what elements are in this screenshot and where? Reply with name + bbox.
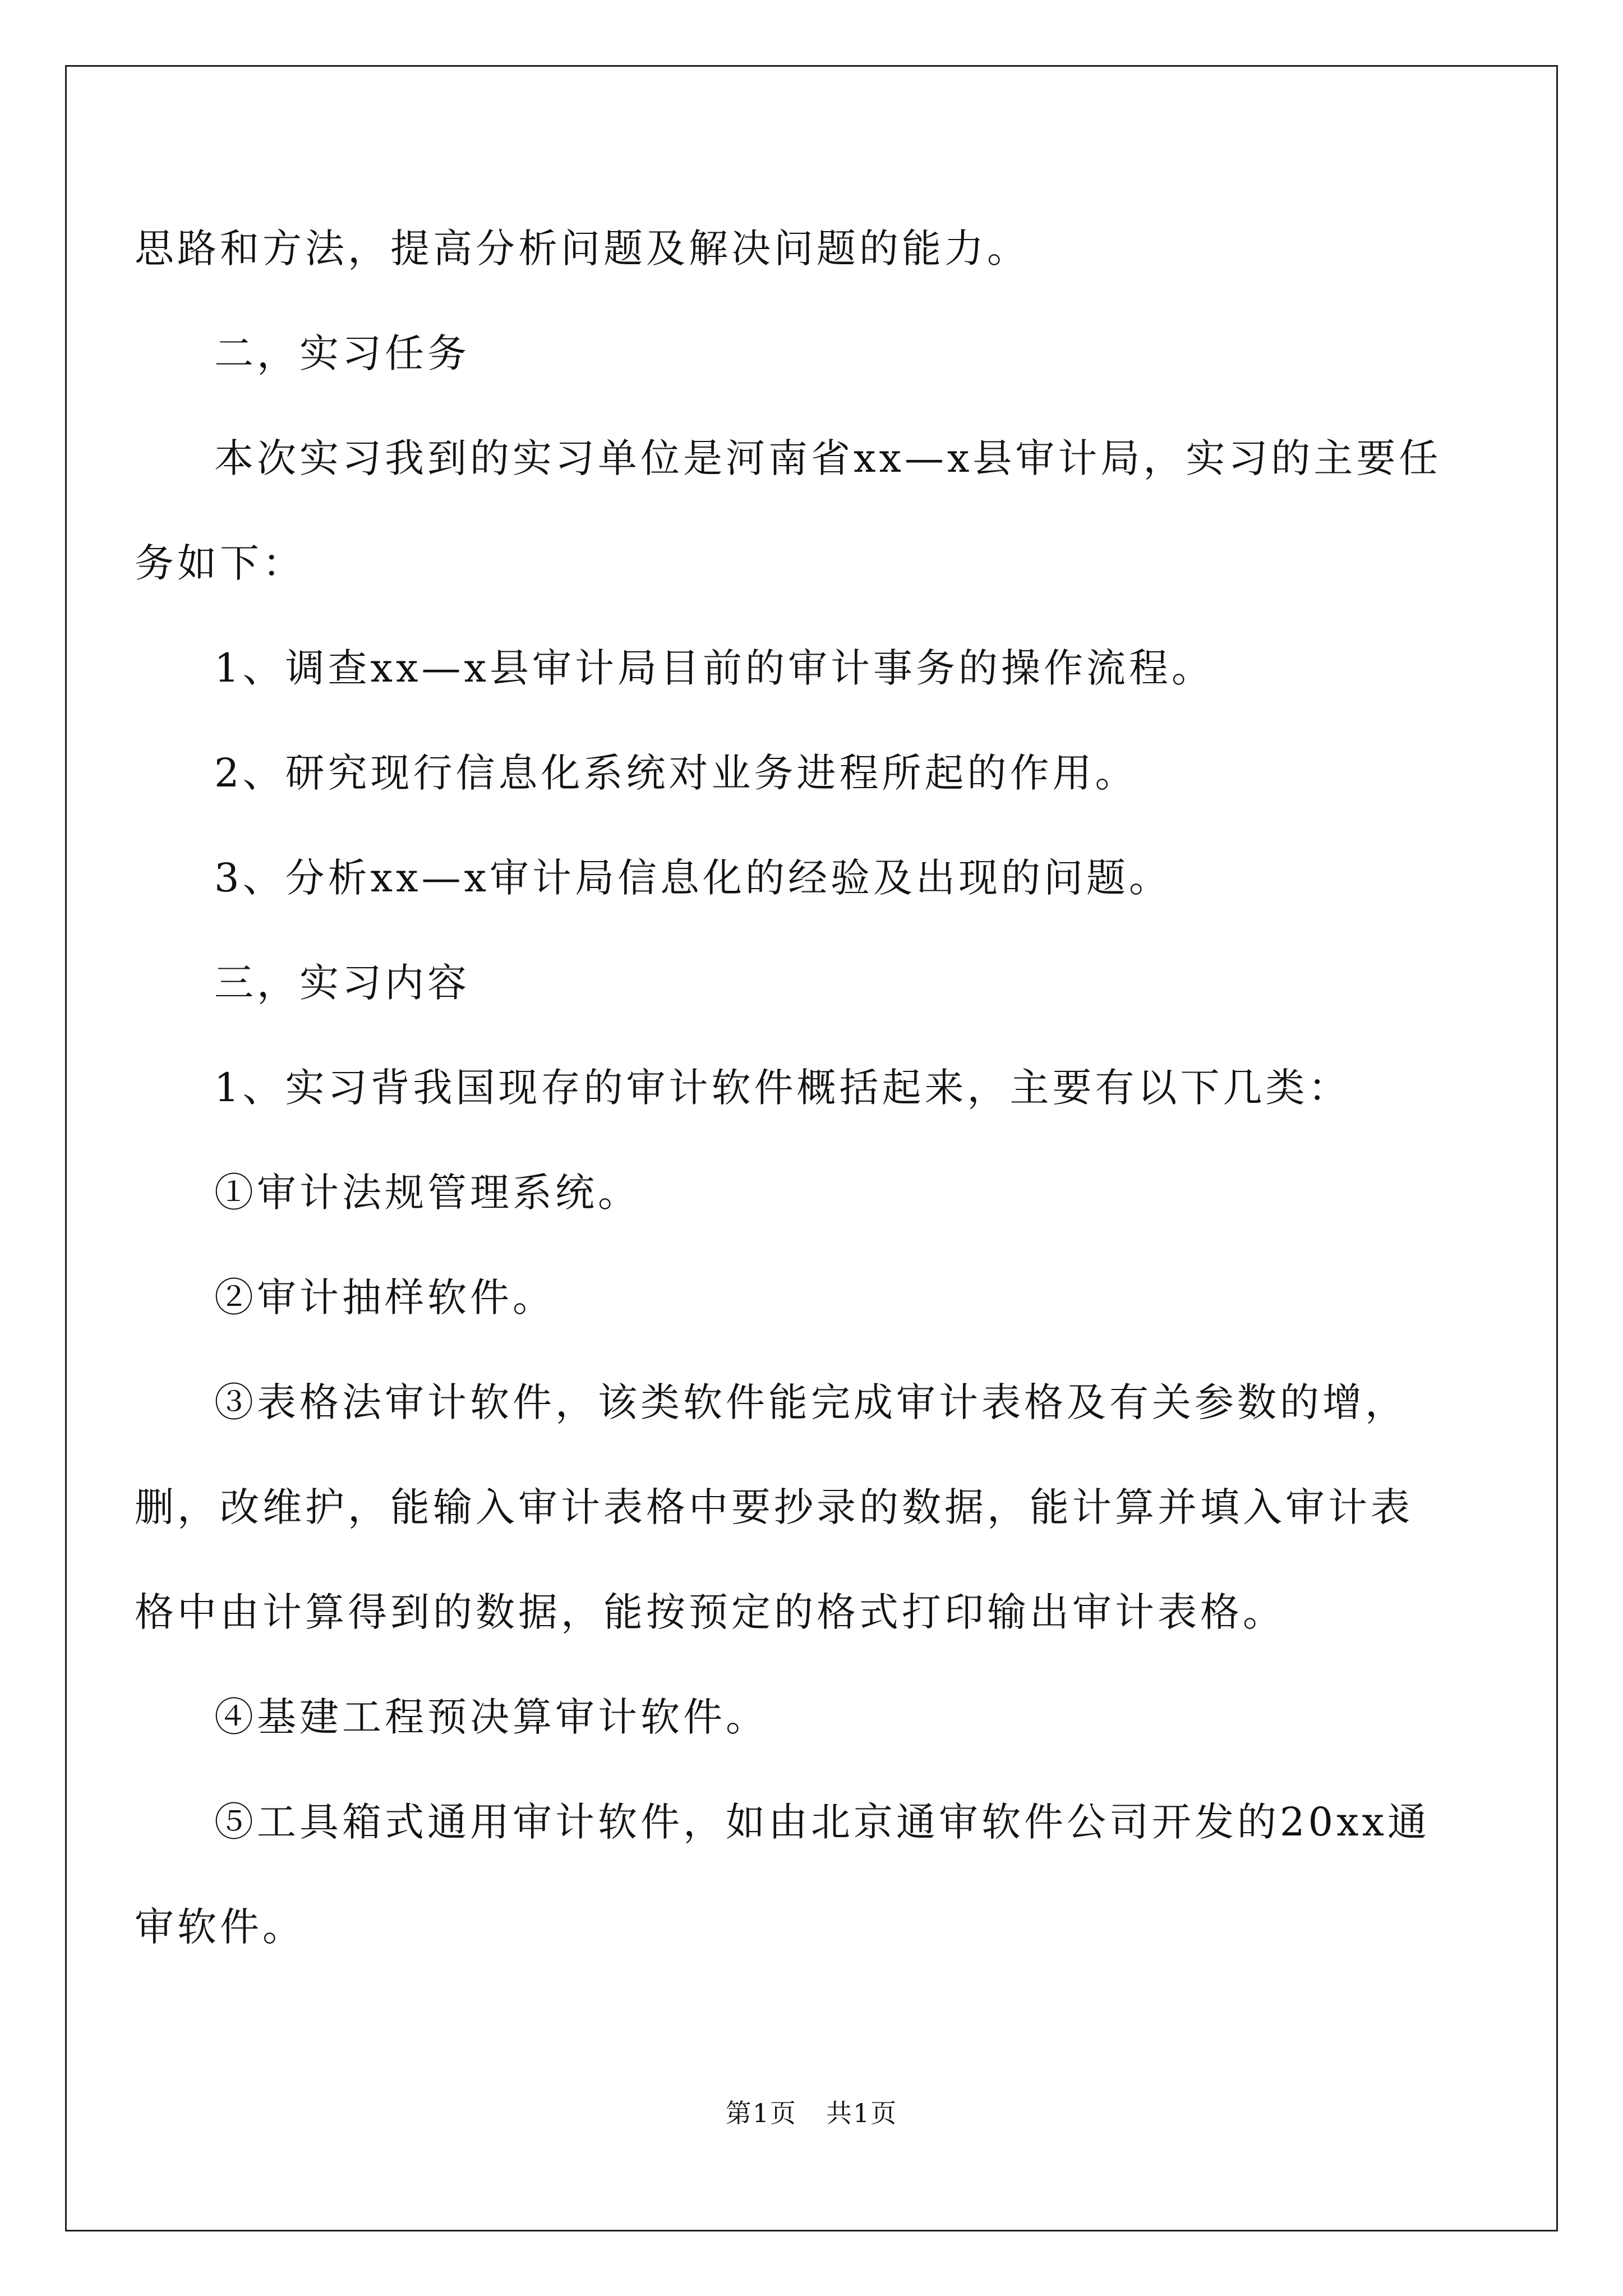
paragraph-6: 3、分析xx—x审计局信息化的经验及出现的问题。	[214, 855, 1172, 901]
list-item-1: ①审计法规管理系统。	[214, 1170, 640, 1216]
list-item-3: ③表格法审计软件，该类软件能完成审计表格及有关参数的增，删，改维护，能输入审计表格中要抄录的数据，能计算并填入审计表格中由计算得到的数据，能按预定的格式打印输出审计表格。	[135, 1379, 1413, 1635]
paragraph-4: 1、调查xx—x县审计局目前的审计事务的操作流程。	[214, 645, 1214, 691]
list-item-4: ④基建工程预决算审计软件。	[214, 1694, 768, 1740]
paragraph-3: 本次实习我到的实习单位是河南省xx—x县审计局，实习的主要任务如下：	[135, 435, 1442, 586]
page-number-current: 第1页	[725, 2098, 797, 2128]
page-number-total: 共1页	[826, 2098, 898, 2128]
heading-internship-tasks: 二，实习任务	[214, 330, 470, 376]
paragraph-5: 2、研究现行信息化系统对业务进程所起的作用。	[214, 750, 1138, 796]
list-item-2: ②审计抽样软件。	[214, 1274, 555, 1320]
paragraph-1: 思路和方法，提高分析问题及解决问题的能力。	[135, 226, 1030, 272]
page-footer	[0, 2093, 1623, 2130]
paragraph-8: 1、实习背我国现存的审计软件概括起来，主要有以下几类：	[214, 1065, 1351, 1111]
heading-internship-content: 三，实习内容	[214, 960, 470, 1006]
list-item-5: ⑤工具箱式通用审计软件，如由北京通审软件公司开发的20xx通审软件。	[135, 1799, 1431, 1950]
